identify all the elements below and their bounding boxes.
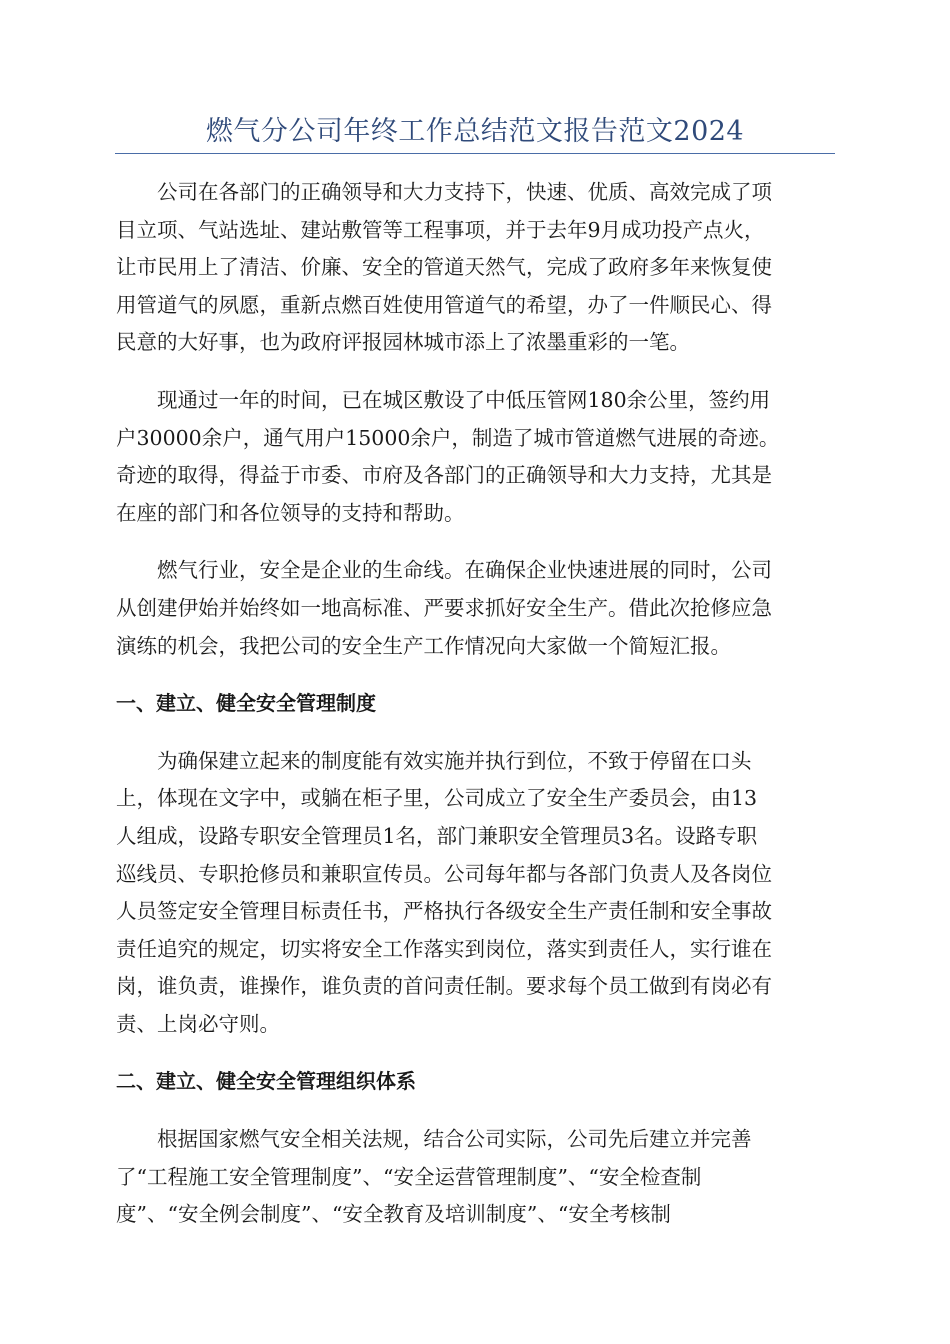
document-body	[116, 174, 832, 1254]
paragraph-line: 燃气行业，安全是企业的生命线。在确保企业快速进展的同时，公司	[157, 558, 772, 583]
paragraph-line: 让市民用上了清洁、价廉、安全的管道天然气，完成了政府多年来恢复使	[116, 255, 772, 280]
paragraph	[116, 552, 832, 665]
document-title: 燃气分公司年终工作总结范文报告范文2024	[205, 116, 745, 147]
section-heading: 一、建立、健全安全管理制度	[116, 691, 376, 716]
paragraph-line: 现通过一年的时间，已在城区敷设了中低压管网180余公里，签约用	[157, 387, 771, 412]
paragraph-line: 目立项、气站选址、建站敷管等工程事项，并于去年9月成功投产点火，	[116, 217, 765, 242]
paragraph-line: 上，体现在文字中，或躺在柜子里，公司成立了安全生产委员会，由13	[116, 786, 758, 811]
paragraph-line: 民意的大好事，也为政府评报园林城市添上了浓墨重彩的一笔。	[116, 330, 690, 355]
paragraph-line: 奇迹的取得，得益于市委、市府及各部门的正确领导和大力支持，尤其是	[116, 463, 772, 488]
paragraph-line: 人员签定安全管理目标责任书，严格执行各级安全生产责任制和安全事故	[116, 899, 772, 924]
paragraph	[116, 174, 832, 362]
paragraph	[116, 743, 832, 1044]
paragraph-line: 户30000余户，通气用户15000余户，制造了城市管道燃气进展的奇迹。	[116, 425, 780, 450]
paragraph-line: 责、上岗必守则。	[116, 1011, 280, 1036]
paragraph-line: 从创建伊始并始终如一地高标准、严要求抓好安全生产。借此次抢修应急	[116, 595, 772, 620]
paragraph-line: 岗，谁负责，谁操作，谁负责的首问责任制。要求每个员工做到有岗必有	[116, 974, 772, 999]
paragraph-line: 用管道气的夙愿，重新点燃百姓使用管道气的希望，办了一件顺民心、得	[116, 292, 772, 317]
paragraph-line: 责任追究的规定，切实将安全工作落实到岗位，落实到责任人，实行谁在	[116, 936, 772, 961]
paragraph-line: 了“工程施工安全管理制度”、“安全运营管理制度”、“安全检查制	[116, 1164, 702, 1189]
paragraph-line: 根据国家燃气安全相关法规，结合公司实际，公司先后建立并完善	[157, 1127, 752, 1152]
paragraph-line: 公司在各部门的正确领导和大力支持下，快速、优质、高效完成了项	[157, 180, 772, 204]
paragraph-line: 在座的部门和各位领导的支持和帮助。	[116, 500, 465, 525]
paragraph-line: 人组成，设路专职安全管理员1名，部门兼职安全管理员3名。设路专职	[116, 823, 758, 848]
title-underline	[115, 153, 835, 154]
paragraph	[116, 382, 832, 532]
paragraph-line: 度”、“安全例会制度”、“安全教育及培训制度”、“安全考核制	[116, 1202, 671, 1227]
paragraph-line: 演练的机会，我把公司的安全生产工作情况向大家做一个简短汇报。	[116, 633, 731, 658]
paragraph-line: 为确保建立起来的制度能有效实施并执行到位，不致于停留在口头	[157, 748, 752, 773]
paragraph-line: 巡线员、专职抢修员和兼职宣传员。公司每年都与各部门负责人及各岗位	[116, 861, 772, 886]
paragraph	[116, 1121, 832, 1234]
section-heading: 二、建立、健全安全管理组织体系	[116, 1069, 416, 1094]
